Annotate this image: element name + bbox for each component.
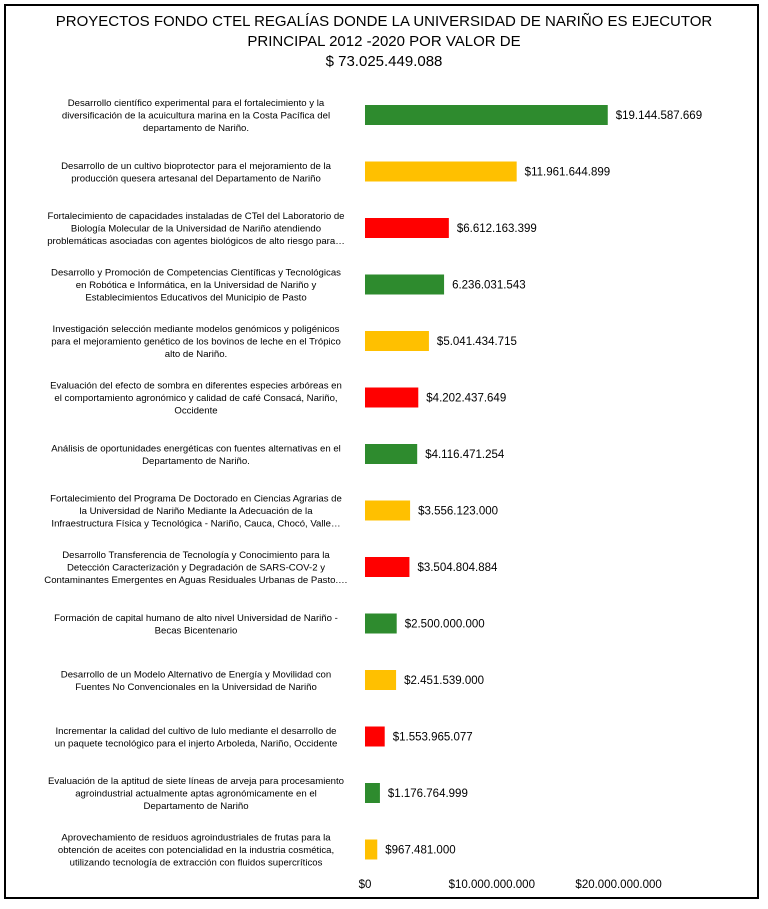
value-label-8: $3.556.123.000 (418, 505, 499, 518)
category-label-11: Desarrollo de un Modelo Alternativo de Energía y Movilidad con Fuentes No Convencionales en la Universidad de Nariño (60, 669, 332, 693)
chart-title-line-2: PRINCIPAL 2012 -2020 POR VALOR DE (247, 33, 521, 50)
category-labels (44, 98, 347, 869)
bar-14 (365, 840, 377, 860)
x-tick-label-3: $20.000.000.000 (575, 879, 662, 891)
bar-7 (365, 444, 417, 464)
category-label-6: Evaluación del efecto de sombra en diferentes especies arbóreas en el comportamiento agronómico y calidad de café Consacá, Nariño, Occidente (50, 380, 342, 417)
value-label-11: $2.451.539.000 (404, 675, 485, 687)
bar-11 (365, 670, 396, 690)
value-label-1: $19.144.587.669 (615, 110, 703, 122)
category-label-9: Desarrollo Transferencia de Tecnología y Conocimiento para la Detección Caracterización y Degradación de SARS-COV-2 y Contaminantes Emergentes en Aguas Residuales Urbanas de Pasto.… (44, 550, 348, 586)
value-label-14: $967.481.000 (385, 844, 456, 857)
value-label-5: $5.041.434.715 (436, 336, 517, 348)
chart-title-line-1: PROYECTOS FONDO CTEL REGALÍAS DONDE LA UNIVERSIDAD DE NARIÑO ES EJECUTOR (55, 13, 713, 30)
bar-6 (365, 388, 418, 408)
bar-2 (365, 162, 517, 182)
category-label-1: Desarrollo científico experimental para el fortalecimiento y la diversificación de la acuicultura marina en la Costa Pacífica del departamento de Nariño. (61, 98, 331, 134)
x-tick-label-2: $10.000.000.000 (448, 879, 535, 891)
category-label-13: Evaluación de la aptitud de siete líneas de arveja para procesamiento agroindustrial actualmente aptas agronómicamente en el Departamento de Nariño (48, 776, 344, 812)
bar-9 (365, 557, 409, 577)
category-label-10: Formación de capital humano de alto nivel Universidad de Nariño -Becas Bicentenario (54, 612, 338, 637)
category-label-7: Análisis de oportunidades energéticas con fuentes alternativas en el Departamento de Nariño. (51, 443, 341, 467)
bar-4 (365, 275, 444, 295)
bar-1 (365, 105, 608, 125)
bar-8 (365, 501, 410, 521)
category-label-3: Fortalecimiento de capacidades instaladas de CTeI del Laboratorio de Biología Molecular de la Universidad de Nariño atendiendo problemáticas asociadas con agentes biológicos de alto riesgo para… (47, 211, 345, 247)
category-label-5: Investigación selección mediante modelos genómicos y poligénicos para el mejoramiento genético de los bovinos de leche en el Trópico alto de Nariño. (51, 324, 341, 360)
bar-10 (365, 614, 397, 634)
x-tick-label-1: $0 (358, 879, 372, 891)
value-label-2: $11.961.644.899 (524, 166, 611, 179)
category-label-8: Fortalecimiento del Programa De Doctorado en Ciencias Agrarias de la Universidad de Nariño Mediante la Adecuación de la Infraestructura Física y Tecnológica - Nariño, Cauca, Chocó, Valle… (50, 493, 342, 530)
value-label-4: 6.236.031.543 (452, 279, 526, 292)
category-label-4: Desarrollo y Promoción de Competencias Científicas y Tecnológicas en Robótica e Informática, en la Universidad de Nariño y Establecimientos Educativos del Municipio de Pasto (51, 267, 341, 304)
category-label-12: Incrementar la calidad del cultivo de lulo mediante el desarrollo de un paquete tecnológico para el injerto Arboleda, Nariño, Occidente (54, 725, 338, 750)
value-label-9: $3.504.804.884 (417, 562, 498, 574)
bar-12 (365, 727, 385, 747)
category-label-14: Aprovechamiento de residuos agroindustriales de frutas para la obtención de aceites con potencialidad en la industria cosmética, utilizando tecnología de extracción con fluidos supercríticos (57, 832, 335, 869)
value-label-6: $4.202.437.649 (426, 392, 507, 405)
value-label-12: $1.553.965.077 (392, 731, 473, 744)
value-label-13: $1.176.764.999 (387, 788, 468, 800)
bar-5 (365, 331, 429, 351)
value-label-3: $6.612.163.399 (456, 223, 537, 235)
value-label-7: $4.116.471.254 (425, 449, 505, 461)
x-axis-ticks (359, 879, 662, 891)
category-label-2: Desarrollo de un cultivo bioprotector para el mejoramiento de la producción quesera artesanal del Departamento de Nariño (61, 160, 331, 185)
value-label-10: $2.500.000.000 (404, 618, 485, 631)
bar-3 (365, 218, 449, 238)
chart-title-line-3: $ 73.025.449.088 (325, 53, 443, 70)
bars (365, 105, 611, 860)
bar-13 (365, 783, 380, 803)
